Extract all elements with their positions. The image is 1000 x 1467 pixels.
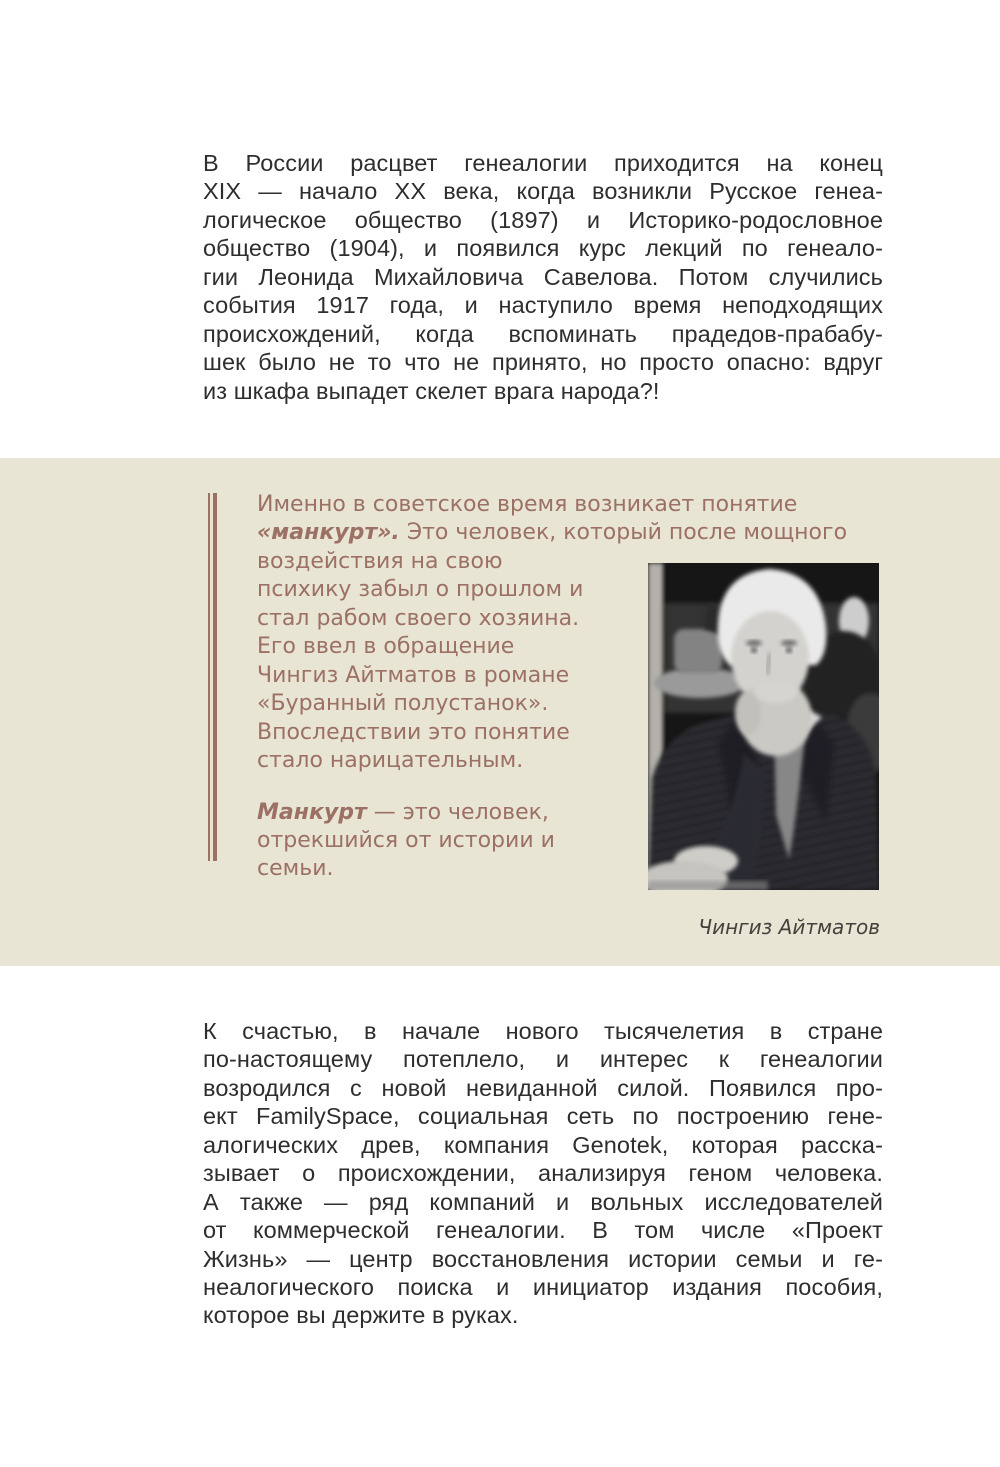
text-line: Его ввел в обращение [257,634,515,660]
text-line: Впоследствии это понятие [257,719,570,745]
text-line: психику забыл о прошлом и [257,577,584,603]
paragraph-genealogy-history [203,149,883,405]
photo-caption: Чингиз Айтматов [698,915,880,939]
text-line: неалогического поиска и инициатор издания пособия, [203,1273,883,1300]
text-line: стал рабом своего хозяина. [257,605,580,631]
text-line: зывает о происхождении, анализируя геном человека. [203,1160,883,1187]
text-line: возродился с новой невиданной силой. Появился про- [203,1074,883,1101]
text-line: отрекшийся от истории и [257,827,555,853]
text-line: общество (1904), и появился курс лекций по генеало- [203,235,883,262]
quote-callout [0,458,1000,966]
text-line: шек было не то что не принято, но просто опасно: вдруг [203,349,883,376]
text-line: из шкафа выпадет скелет врага народа?! [203,377,660,404]
text-line: К счастью, в начале нового тысячелетия в стране [203,1018,883,1044]
text-line: «манкурт». Это человек, который после мощного [257,520,848,546]
portrait-illustration [648,563,879,890]
text-line: XIX — начало XX века, когда возникли Русское генеа- [203,178,883,205]
text-line: логическое общество (1897) и Историко-родословное [203,206,883,233]
aitmatov-photo [648,563,879,890]
text-line: происхождений, когда вспоминать прадедов-прабабу- [203,320,883,347]
text-line: стало нарицательным. [257,748,524,774]
text-line: алогических древ, компания Genotek, которая расска- [203,1131,883,1158]
text-line: события 1917 года, и наступило время неподходящих [203,292,883,319]
text-line: Чингиз Айтматов в романе [257,662,570,688]
text-line: по-настоящему потеплело, и интерес к генеалогии [203,1046,883,1073]
quote-accent-bar [208,493,217,861]
paragraph-genealogy-revival [203,1017,883,1330]
text-line: гии Леонида Михайловича Савелова. Потом случились [203,263,883,290]
text-line: семьи. [257,856,334,882]
text-line: В России расцвет генеалогии приходится на конец [203,150,883,176]
text-line: Манкурт — это человек, [257,799,549,825]
text-line: ект FamilySpace, социальная сеть по построению гене- [203,1103,883,1130]
text-line: А также — ряд компаний и вольных исследователей [203,1188,883,1215]
text-line: «Буранный полустанок». [257,691,549,717]
text-line: воздействия на свою [257,548,503,574]
text-line: от коммерческой генеалогии. В том числе «Проект [203,1217,883,1244]
text-line: которое вы держите в руках. [203,1302,519,1329]
text-line: Именно в советское время возникает понятие [257,492,798,517]
text-line: Жизнь» — центр восстановления истории семьи и ге- [203,1245,883,1272]
